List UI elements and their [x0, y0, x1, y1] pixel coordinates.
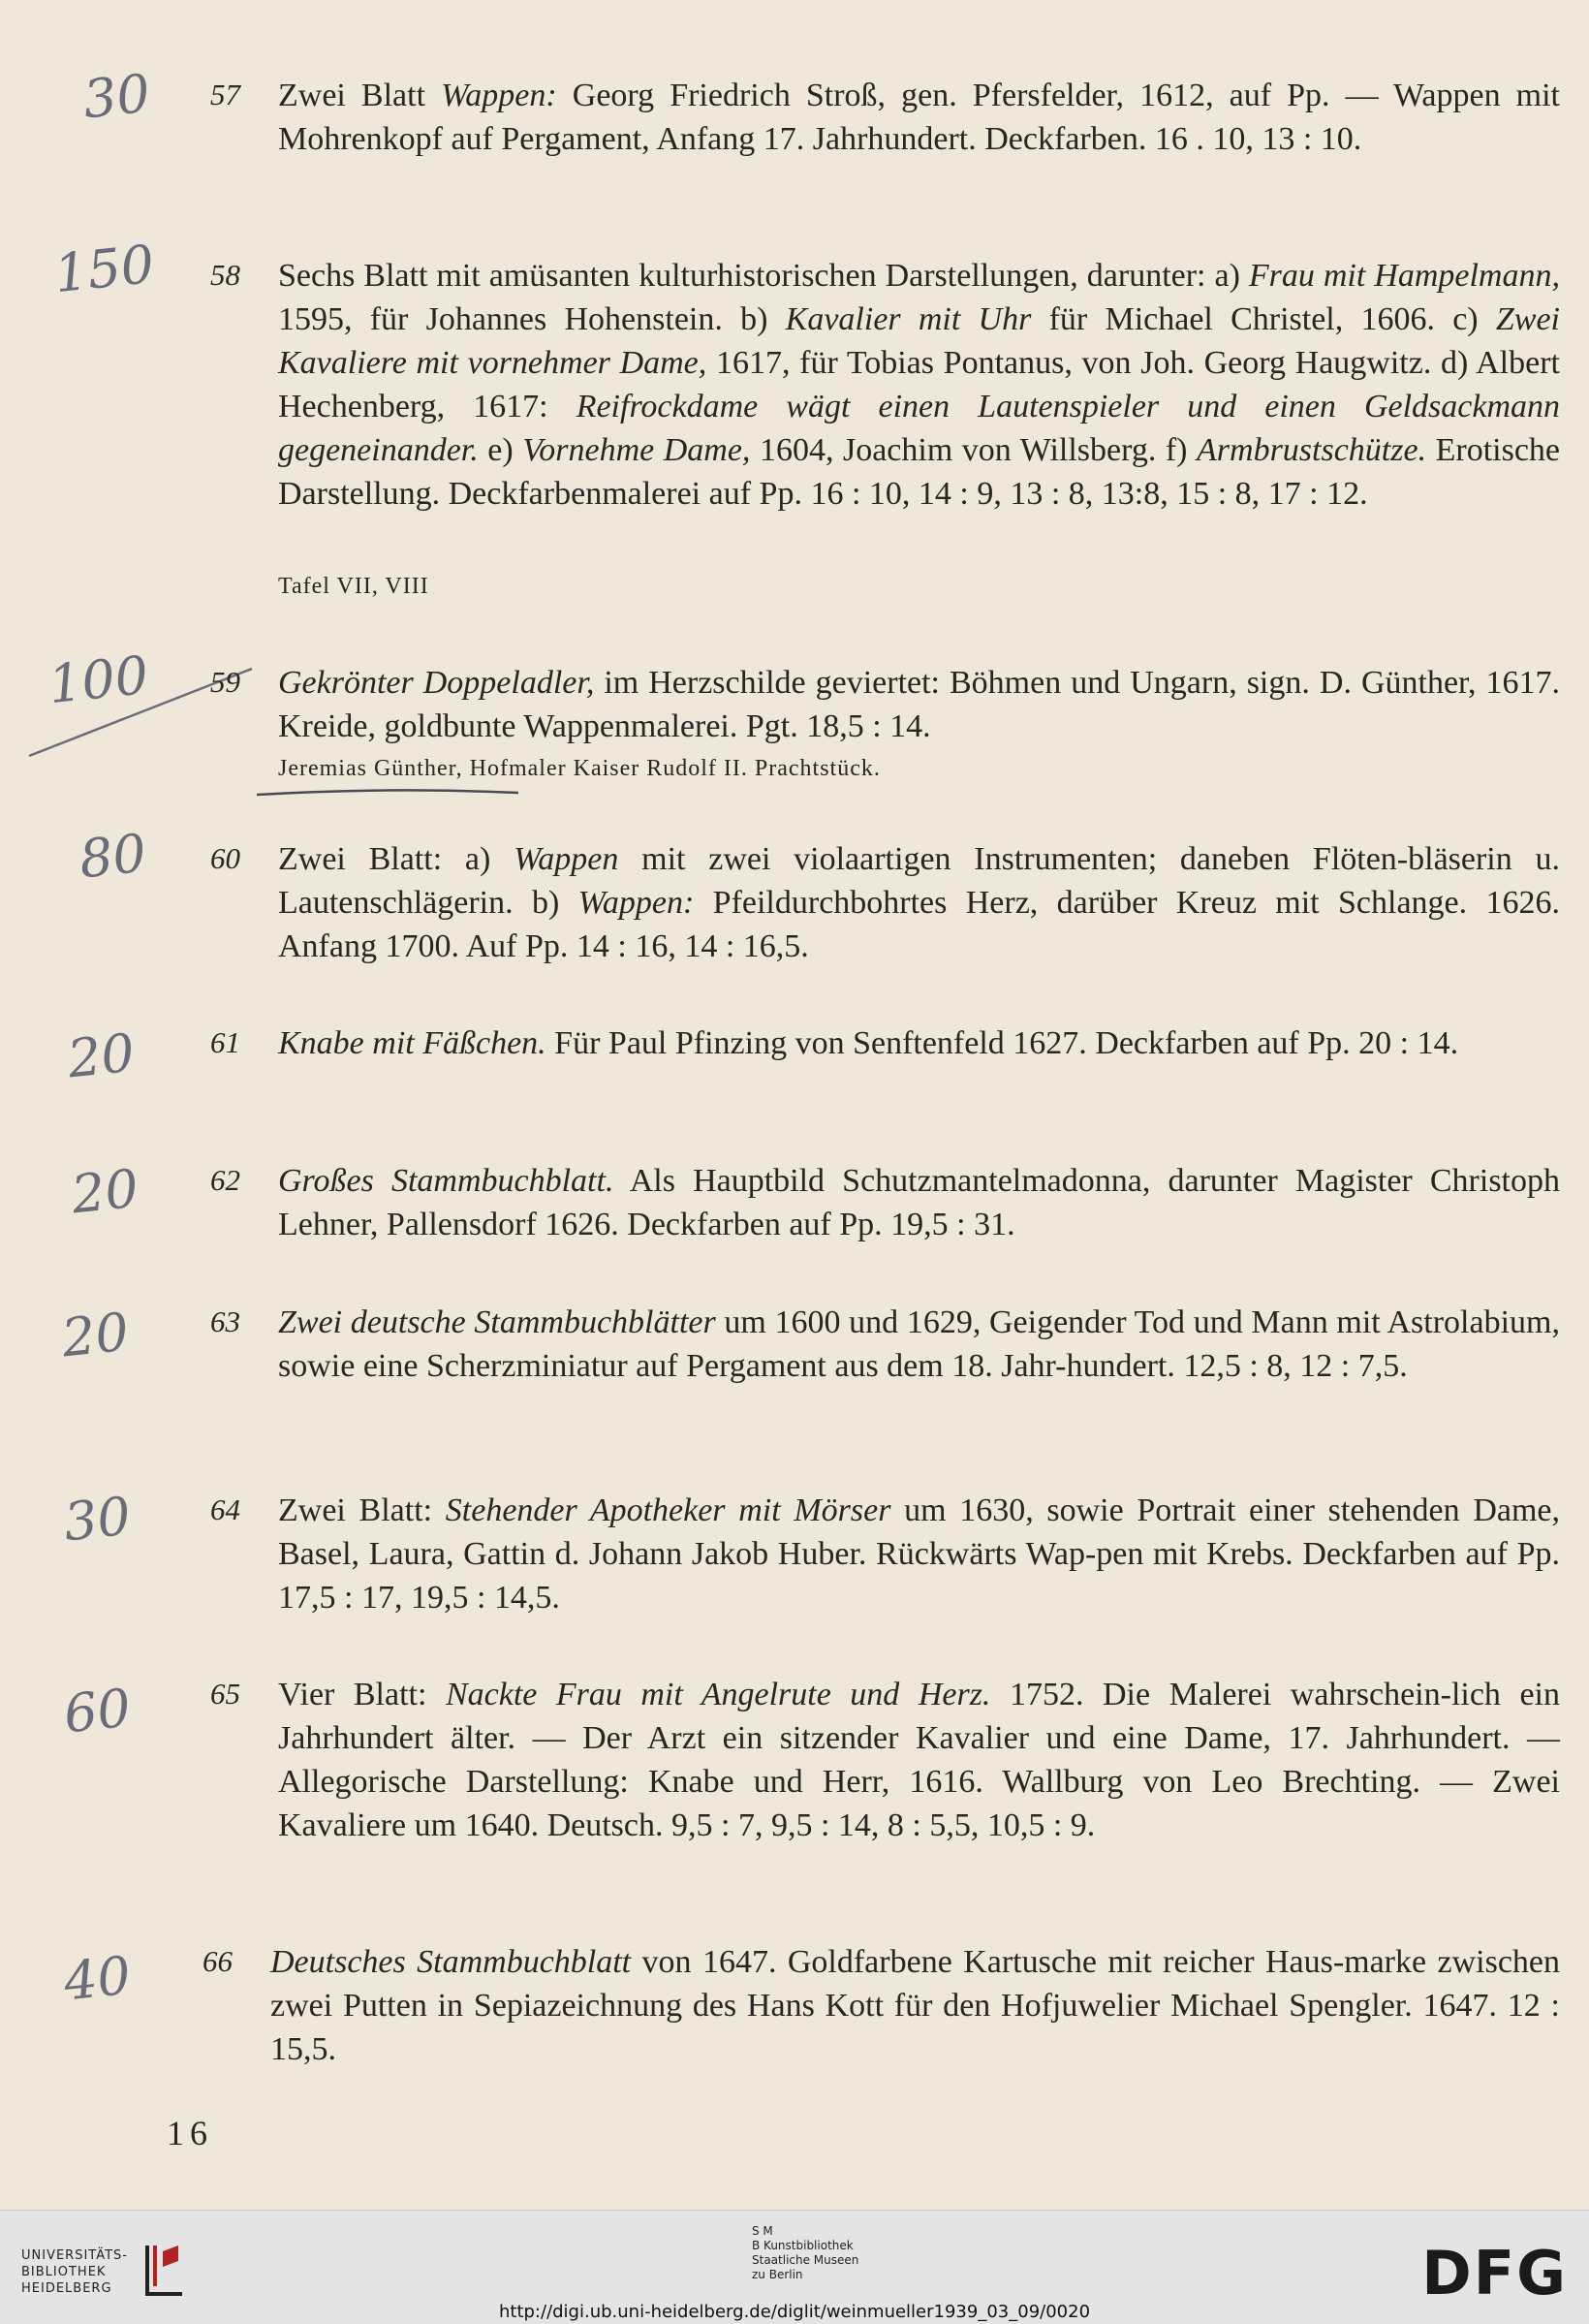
page-url[interactable]: http://digi.ub.uni-heidelberg.de/diglit/weinmueller1939_03_09/0020 — [498, 2302, 1091, 2322]
price-mark: 30 — [60, 1485, 134, 1554]
price-mark: 20 — [58, 1301, 132, 1369]
price-mark: 20 — [64, 1021, 138, 1090]
lot-number: 60 — [210, 841, 240, 875]
price-mark: 100 — [45, 644, 152, 716]
lot-description: Knabe mit Fäßchen. Für Paul Pfinzing von Senftenfeld 1627. Deckfarben auf Pp. 20 : 14. — [278, 1025, 1459, 1061]
lot-description: Sechs Blatt mit amüsanten kulturhistorischen Darstellungen, darunter: a) Frau mit Hampelmann, 1595, für Johannes Hohenstein. b) Kavalier mit Uhr für Michael Christel, 1606. c) Zwei Kavaliere mit vornehmer Dame, 1617, für Tobias Pontanus, von Joh. Georg Haugwitz. d) Albert Hechenberg, 1617: Reifrockdame wägt einen Lautenspieler und einen Geldsackmann gegeneinander. e) Vornehme Dame, 1604, Joachim von Willsberg. f) Armbrustschütze. Erotische Darstellung. Deckfarbenmalerei auf Pp. 16 : 10, 14 : 9, 13 : 8, 13:8, 15 : 8, 17 : 12. — [278, 258, 1560, 512]
lot-number: 61 — [210, 1025, 240, 1059]
lot-number: 62 — [210, 1163, 240, 1197]
lot-number: 59 — [210, 665, 240, 699]
lot-description: Zwei Blatt: a) Wappen mit zwei violaartigen Instrumenten; daneben Flöten-bläserin u. Lautenschlägerin. b) Wappen: Pfeildurchbohrtes Herz, darüber Kreuz mit Schlange. 1626. Anfang 1700. Auf Pp. 14 : 16, 14 : 16,5. — [278, 841, 1561, 964]
lot-description: Großes Stammbuchblatt. Als Hauptbild Schutzmantelmadonna, darunter Magister Christoph Lehner, Pallensdorf 1626. Deckfarben auf Pp. 19,5 : 31. — [278, 1163, 1560, 1242]
price-mark: 60 — [60, 1677, 134, 1745]
viewer-footer — [0, 2210, 1589, 2324]
price-mark: 30 — [79, 62, 153, 131]
price-mark: 80 — [76, 822, 149, 891]
price-mark: 20 — [68, 1157, 141, 1226]
lot-number: 63 — [210, 1304, 240, 1338]
library-logo-icon — [140, 2242, 188, 2298]
dfg-logo[interactable]: DFG — [1421, 2238, 1568, 2308]
artist-note: Jeremias Günther, Hofmaler Kaiser Rudolf II. Prachtstück. — [278, 756, 881, 781]
lot-number: 64 — [210, 1492, 240, 1526]
page-number: 16 — [167, 2114, 213, 2152]
price-mark: 150 — [50, 233, 158, 305]
lot-description: Zwei Blatt Wappen: Georg Friedrich Stroß, gen. Pfersfelder, 1612, auf Pp. — Wappen mit Mohrenkopf auf Pergament, Anfang 17. Jahrhundert. Deckfarben. 16 . 10, 13 : 10. — [278, 78, 1560, 157]
lot-description: Deutsches Stammbuchblatt von 1647. Goldfarbene Kartusche mit reicher Haus-marke zwischen zwei Putten in Sepiazeichnung des Hans Kott für den Hofjuwelier Michael Spengler. 1647. 12 : 15,5. — [270, 1944, 1561, 2067]
lot-number: 65 — [210, 1677, 240, 1711]
pencil-underline — [252, 783, 523, 802]
lot-description: Vier Blatt: Nackte Frau mit Angelrute und Herz. 1752. Die Malerei wahrschein-lich ein Jahrhundert älter. — Der Arzt ein sitzender Kavalier und eine Dame, 17. Jahrhundert. — Allegorische Darstellung: Knabe und Herr, 1616. Wallburg von Leo Brechting. — Zwei Kavaliere um 1640. Deutsch. 9,5 : 7, 9,5 : 14, 8 : 5,5, 10,5 : 9. — [278, 1677, 1560, 1843]
lot-number: 66 — [203, 1944, 233, 1978]
lot-number: 57 — [210, 78, 240, 111]
plate-note: Tafel VII, VIII — [278, 574, 429, 599]
smb-logo[interactable]: S M B Kunstbibliothek Staatliche Museen zu Berlin — [752, 2224, 859, 2281]
library-name[interactable]: UNIVERSITÄTS- BIBLIOTHEK HEIDELBERG — [21, 2248, 128, 2296]
lot-description: Gekrönter Doppeladler, im Herzschilde geviertet: Böhmen und Ungarn, sign. D. Günther, 1617. Kreide, goldbunte Wappenmalerei. Pgt. 18,5 : 14. — [278, 665, 1561, 744]
lot-description: Zwei deutsche Stammbuchblätter um 1600 und 1629, Geigender Tod und Mann mit Astrolabium, sowie eine Scherzminiatur auf Pergament aus dem 18. Jahr-hundert. 12,5 : 8, 12 : 7,5. — [278, 1304, 1560, 1384]
lot-description: Zwei Blatt: Stehender Apotheker mit Mörser um 1630, sowie Portrait einer stehenden Dame, Basel, Laura, Gattin d. Johann Jakob Huber. Rückwärts Wap-pen mit Krebs. Deckfarben auf Pp. 17,5 : 17, 19,5 : 14,5. — [278, 1492, 1560, 1616]
lot-number: 58 — [210, 258, 240, 292]
price-mark: 40 — [60, 1944, 134, 2013]
